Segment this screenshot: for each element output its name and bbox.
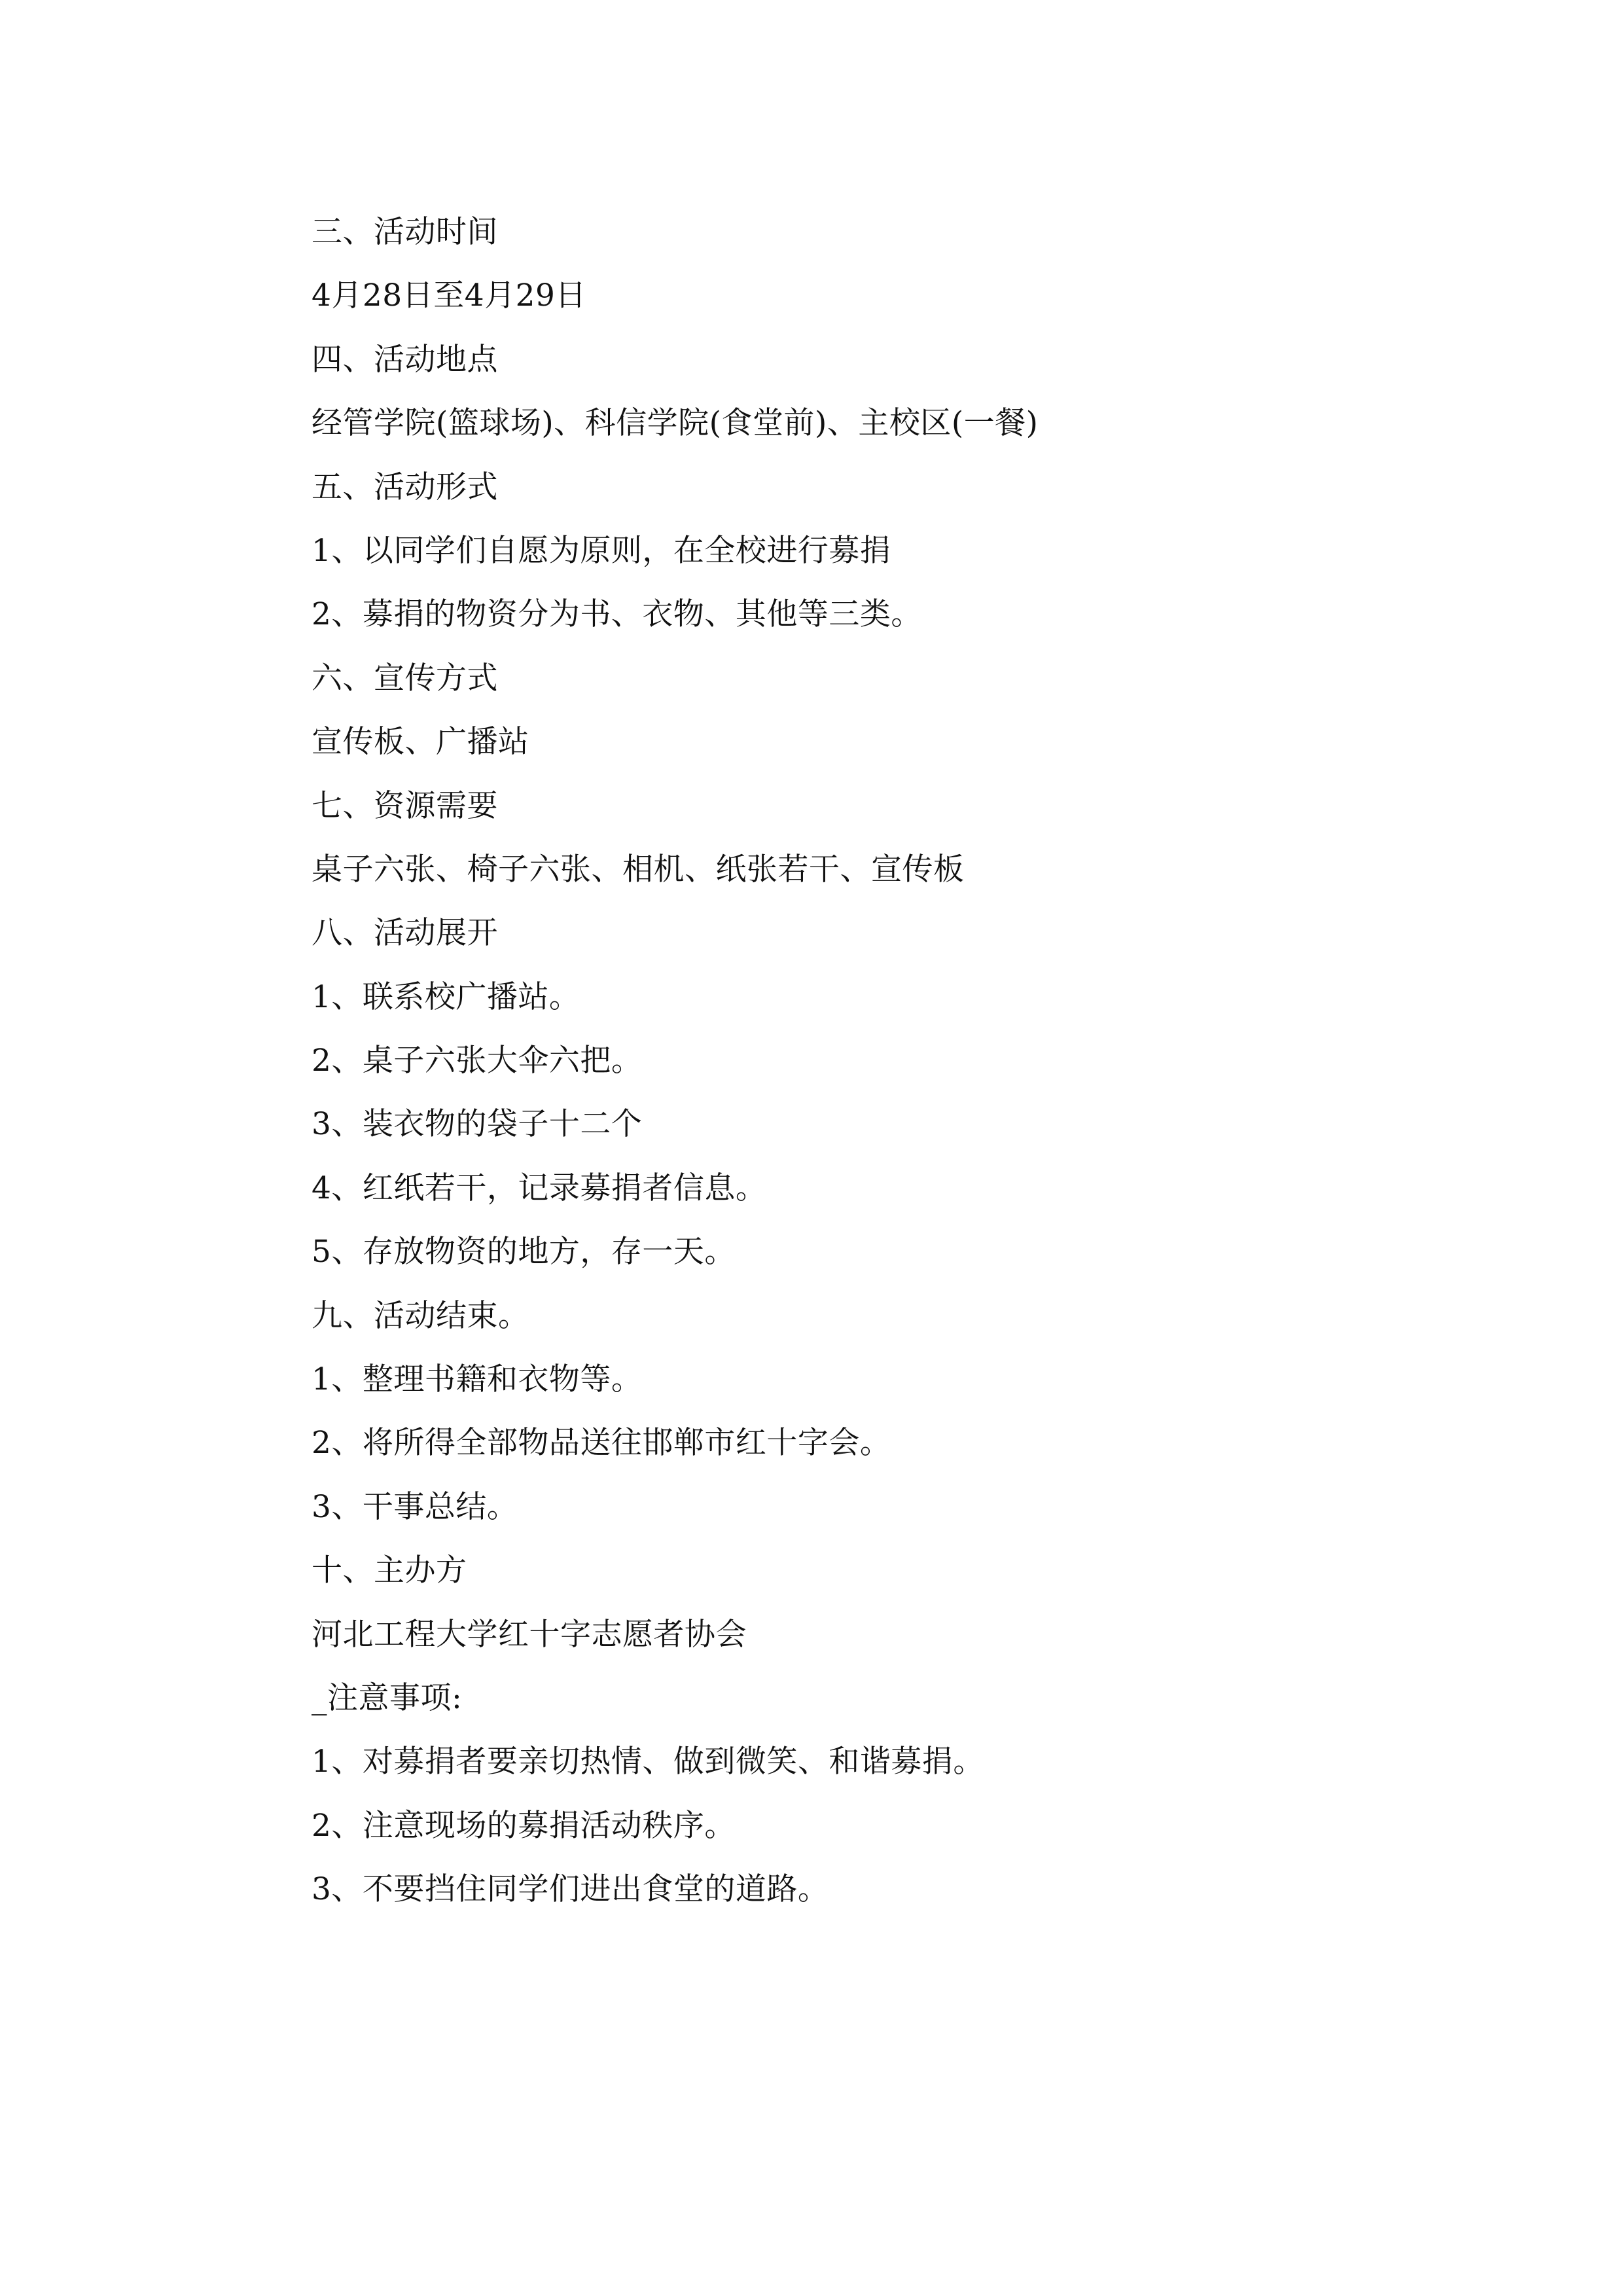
list-item: 2、注意现场的募捐活动秩序。 (312, 1807, 736, 1844)
list-item: 1、对募捐者要亲切热情、做到微笑、和谐募捐。 (312, 1744, 984, 1780)
organizer-text: 河北工程大学红十字志愿者协会 (312, 1616, 747, 1653)
section-heading-publicity: 六、宣传方式 (312, 660, 498, 696)
list-item: 1、以同学们自愿为原则，在全校进行募捐 (312, 532, 891, 569)
list-item: 1、联系校广播站。 (312, 978, 580, 1015)
section-heading-activity-end: 九、活动结束。 (312, 1297, 529, 1334)
section-heading-resources: 七、资源需要 (312, 787, 498, 824)
section-heading-activity-location: 四、活动地点 (312, 341, 498, 378)
list-item: 2、募捐的物资分为书、衣物、其他等三类。 (312, 596, 922, 633)
section-heading-organizer: 十、主办方 (312, 1552, 467, 1589)
list-item: 3、装衣物的袋子十二个 (312, 1106, 643, 1143)
section-heading-activity-format: 五、活动形式 (312, 469, 498, 505)
list-item: 5、存放物资的地方，存一天。 (312, 1234, 736, 1270)
list-item: 4、红纸若干，记录募捐者信息。 (312, 1170, 767, 1206)
list-item: 2、桌子六张大伞六把。 (312, 1043, 643, 1079)
list-item: 2、将所得全部物品送往邯郸市红十字会。 (312, 1425, 891, 1462)
activity-time-text: 4月28日至4月29日 (312, 278, 586, 314)
section-heading-notes: _注意事项: (312, 1679, 463, 1716)
list-item: 3、不要挡住同学们进出食堂的道路。 (312, 1871, 829, 1908)
list-item: 1、整理书籍和衣物等。 (312, 1361, 643, 1398)
activity-location-text: 经管学院(篮球场)、科信学院(食堂前)、主校区(一餐) (312, 405, 1039, 442)
publicity-text: 宣传板、广播站 (312, 724, 529, 761)
section-heading-activity-time: 三、活动时间 (312, 214, 498, 250)
resources-text: 桌子六张、椅子六张、相机、纸张若干、宣传板 (312, 851, 965, 888)
list-item: 3、干事总结。 (312, 1488, 518, 1525)
document-body (312, 200, 1424, 1922)
section-heading-activity-process: 八、活动展开 (312, 915, 498, 952)
